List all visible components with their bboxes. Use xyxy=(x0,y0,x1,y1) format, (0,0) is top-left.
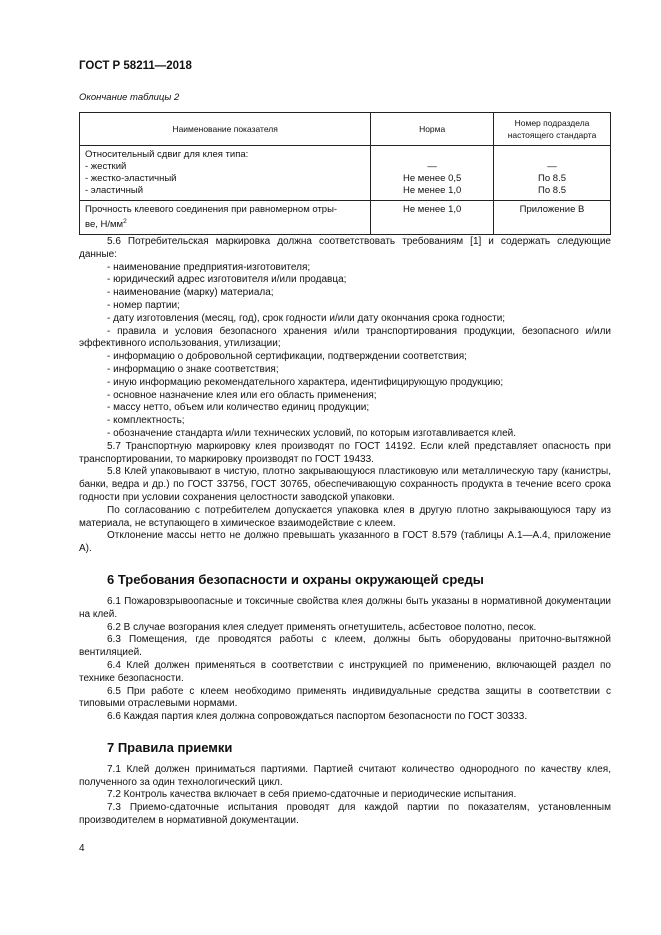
row1-norm-line xyxy=(376,149,488,161)
paragraph-packaging-agreement: По согласованию с потребителем допускается упаковка клея в другую плотно закрывающуюся тару из материала, не вступающего в химическое взаимодействие с клеем. xyxy=(79,504,611,529)
table-row xyxy=(80,201,611,235)
row1-name-line: - жестко-эластичный xyxy=(85,173,177,184)
row2-norm-cell: Не менее 1,0 xyxy=(371,201,494,235)
row2-name-line xyxy=(85,216,365,231)
paragraph-5-6: 5.6 Потребительская маркировка должна соответствовать требованиям [1] и содержать следующие данные: xyxy=(79,236,611,260)
list-item: - комплектность; xyxy=(107,415,185,427)
row1-name-cell xyxy=(80,146,371,201)
row2-name-cell xyxy=(80,201,371,235)
row2-name-line: Прочность клеевого соединения при равномерном отры- xyxy=(85,204,338,215)
paragraph-5-8: 5.8 Клей упаковывают в чистую, плотно закрывающуюся пластиковую или металлическую тару (канистры, банки, ведра и др.) по ГОСТ 33756, ГОСТ 30765, обеспечивающую сохранность продукта в течение всего срока годности при условии сохранения целостности заводской упаковки. xyxy=(79,466,611,503)
paragraph-6-6: 6.6 Каждая партия клея должна сопровождаться паспортом безопасности по ГОСТ 30333. xyxy=(107,711,528,723)
paragraph-6-4: 6.4 Клей должен применяться в соответствии с инструкцией по применению, включающей раздел по технике безопасности. xyxy=(79,659,611,684)
row1-ref-line: По 8.5 xyxy=(538,173,566,184)
row1-ref-line xyxy=(499,149,605,161)
row1-norm-line: — xyxy=(427,161,437,172)
document-body xyxy=(79,236,611,828)
page-number: 4 xyxy=(79,843,85,854)
row1-ref-line: По 8.5 xyxy=(538,185,566,196)
paragraph-7-1: 7.1 Клей должен приниматься партиями. Партией считают количество однородного по качеству клея, полученного за один технологический цикл. xyxy=(79,763,611,788)
paragraph-mass-deviation: Отклонение массы нетто не должно превышать указанного в ГОСТ 8.579 (таблицы А.1—А.4, приложение А). xyxy=(79,530,611,555)
list-item: - номер партии; xyxy=(107,299,180,311)
row1-norm-cell xyxy=(371,146,494,201)
row1-ref-cell xyxy=(494,146,611,201)
paragraph-7-2: 7.2 Контроль качества включает в себя приемо-сдаточные и периодические испытания. xyxy=(107,789,517,801)
list-item: - массу нетто, объем или количество единиц продукции; xyxy=(107,402,370,414)
paragraph-6-5: 6.5 При работе с клеем необходимо применять индивидуальные средства защиты в соответствии с типовыми отраслевыми нормами. xyxy=(79,685,611,710)
standard-header: ГОСТ Р 58211—2018 xyxy=(79,60,192,72)
row2-name-text: ве, Н/мм xyxy=(85,219,124,231)
list-item: - наименование (марку) материала; xyxy=(107,287,274,299)
row1-name-line: - жесткий xyxy=(85,161,127,172)
row2-ref-cell: Приложение В xyxy=(494,201,611,235)
list-item: - правила и условия безопасного хранения и/или транспортирования продукции, безопасного и/или эффективного использования, утилизации; xyxy=(79,325,611,350)
row1-norm-line: Не менее 1,0 xyxy=(403,185,462,196)
header-subsection-number: Номер подраздела настоящего стандарта xyxy=(494,113,611,146)
section-title-6: 6 Требования безопасности и охраны окружающей среды xyxy=(107,571,484,587)
list-item: - информацию о добровольной сертификации, подтверждении соответствия; xyxy=(107,351,467,363)
list-item: - обозначение стандарта и/или технических условий, по которым изготавливается клей. xyxy=(107,427,517,439)
list-item: - юридический адрес изготовителя и/или продавца; xyxy=(107,274,347,286)
row1-norm-line: Не менее 0,5 xyxy=(403,173,462,184)
section-title-7: 7 Правила приемки xyxy=(107,739,233,755)
table-row xyxy=(80,146,611,201)
paragraph-5-7: 5.7 Транспортную маркировку клея производят по ГОСТ 14192. Если клей представляет опасность при транспортировании, то маркировку производят по ГОСТ 19433. xyxy=(79,440,611,465)
list-item: - информацию о знаке соответствия; xyxy=(107,363,279,375)
paragraph-7-3: 7.3 Приемо-сдаточные испытания проводят для каждой партии по показателям, установленным производителем в нормативной документации. xyxy=(79,802,611,827)
paragraph-6-1: 6.1 Пожаровзрывоопасные и токсичные свойства клея должны быть указаны в нормативной документации на клей. xyxy=(79,595,611,620)
row1-ref-line: — xyxy=(547,161,557,172)
table-header-row xyxy=(80,113,611,146)
list-item: - наименование предприятия-изготовителя; xyxy=(107,261,311,273)
header-norm: Норма xyxy=(371,113,494,146)
row1-name-line: - эластичный xyxy=(85,185,144,196)
table-caption: Окончание таблицы 2 xyxy=(79,92,180,103)
list-item: - основное назначение клея или его область применения; xyxy=(107,389,377,401)
list-item: - дату изготовления (месяц, год), срок годности и/или дату окончания срока годности; xyxy=(107,312,506,324)
paragraph-6-3: 6.3 Помещения, где проводятся работы с клеем, должны быть оборудованы приточно-вытяжной вентиляцией. xyxy=(79,634,611,659)
row1-name-line: Относительный сдвиг для клея типа: xyxy=(85,149,249,160)
specification-table xyxy=(79,112,611,235)
header-indicator-name: Наименование показателя xyxy=(80,113,371,146)
paragraph-6-2: 6.2 В случае возгорания клея следует применять огнетушитель, асбестовое полотно, песок. xyxy=(107,621,537,633)
row2-unit-superscript: 2 xyxy=(123,218,127,225)
list-item: - иную информацию рекомендательного характера, идентифицирующую продукцию; xyxy=(107,376,504,388)
